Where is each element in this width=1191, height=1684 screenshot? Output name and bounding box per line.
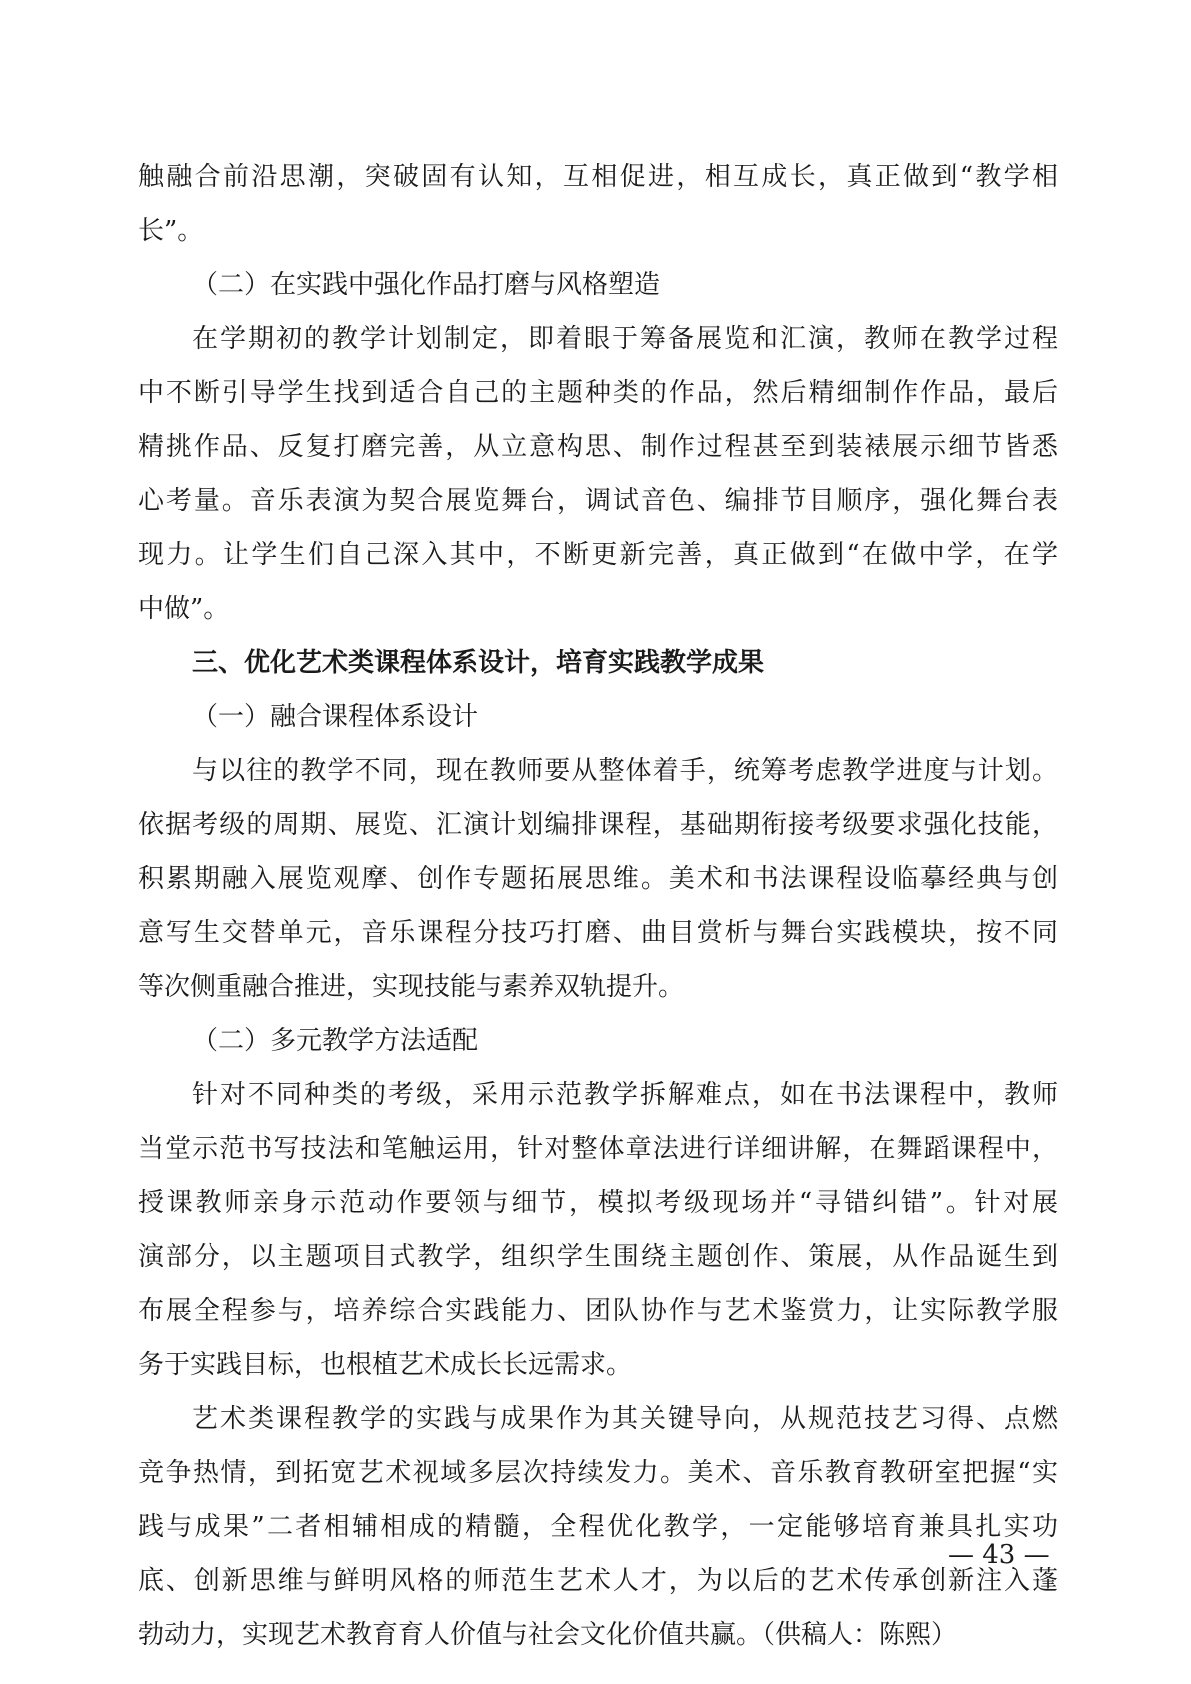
subsection-heading: （一）融合课程体系设计 (192, 702, 479, 732)
paragraph-line: 心考量。音乐表演为契合展览舞台，调试音色、编排节目顺序，强化舞台表 (138, 486, 1058, 516)
paragraph-line: 授课教师亲身示范动作要领与细节，模拟考级现场并“寻错纠错”。针对展 (138, 1188, 1058, 1218)
paragraph-line: 底、创新思维与鲜明风格的师范生艺术人才，为以后的艺术传承创新注入蓬 (138, 1566, 1058, 1596)
paragraph-line: 竞争热情，到拓宽艺术视域多层次持续发力。美术、音乐教育教研室把握“实 (138, 1458, 1058, 1488)
body-text (138, 150, 1058, 1662)
paragraph-line: 与以往的教学不同，现在教师要从整体着手，统筹考虑教学进度与计划。 (192, 756, 1058, 786)
paragraph-line: 勃动力，实现艺术教育育人价值与社会文化价值共赢。（供稿人：陈熙） (138, 1620, 958, 1650)
section-heading: 三、优化艺术类课程体系设计，培育实践教学成果 (192, 648, 765, 678)
paragraph-line: 精挑作品、反复打磨完善，从立意构思、制作过程甚至到装裱展示细节皆悉 (138, 432, 1058, 462)
paragraph-line: 意写生交替单元，音乐课程分技巧打磨、曲目赏析与舞台实践模块，按不同 (138, 918, 1058, 948)
paragraph-line: 当堂示范书写技法和笔触运用，针对整体章法进行详细讲解，在舞蹈课程中， (138, 1134, 1058, 1164)
paragraph-line: 务于实践目标，也根植艺术成长长远需求。 (138, 1350, 633, 1380)
paragraph-line: 中做”。 (138, 594, 230, 624)
paragraph-line: 在学期初的教学计划制定，即着眼于筹备展览和汇演，教师在教学过程 (192, 324, 1058, 354)
paragraph-line: 布展全程参与，培养综合实践能力、团队协作与艺术鉴赏力，让实际教学服 (138, 1296, 1058, 1326)
paragraph-line: 等次侧重融合推进，实现技能与素养双轨提升。 (138, 972, 685, 1002)
paragraph-line: 现力。让学生们自己深入其中，不断更新完善，真正做到“在做中学，在学 (138, 540, 1058, 570)
page-number: — 43 — (948, 1540, 1050, 1570)
paragraph-line: 演部分，以主题项目式教学，组织学生围绕主题创作、策展，从作品诞生到 (138, 1242, 1058, 1272)
subsection-heading: （二）多元教学方法适配 (192, 1026, 479, 1056)
subsection-heading: （二）在实践中强化作品打磨与风格塑造 (192, 270, 661, 300)
paragraph-line: 依据考级的周期、展览、汇演计划编排课程，基础期衔接考级要求强化技能， (138, 810, 1058, 840)
paragraph-line: 针对不同种类的考级，采用示范教学拆解难点，如在书法课程中，教师 (192, 1080, 1058, 1110)
paragraph-line: 触融合前沿思潮，突破固有认知，互相促进，相互成长，真正做到“教学相 (138, 162, 1058, 192)
paragraph-line: 中不断引导学生找到适合自己的主题种类的作品，然后精细制作作品，最后 (138, 378, 1058, 408)
paragraph-line: 长”。 (138, 216, 204, 246)
paragraph-line: 艺术类课程教学的实践与成果作为其关键导向，从规范技艺习得、点燃 (192, 1404, 1058, 1434)
paragraph-line: 践与成果”二者相辅相成的精髓，全程优化教学，一定能够培育兼具扎实功 (138, 1512, 1058, 1542)
paragraph-line: 积累期融入展览观摩、创作专题拓展思维。美术和书法课程设临摹经典与创 (138, 864, 1058, 894)
